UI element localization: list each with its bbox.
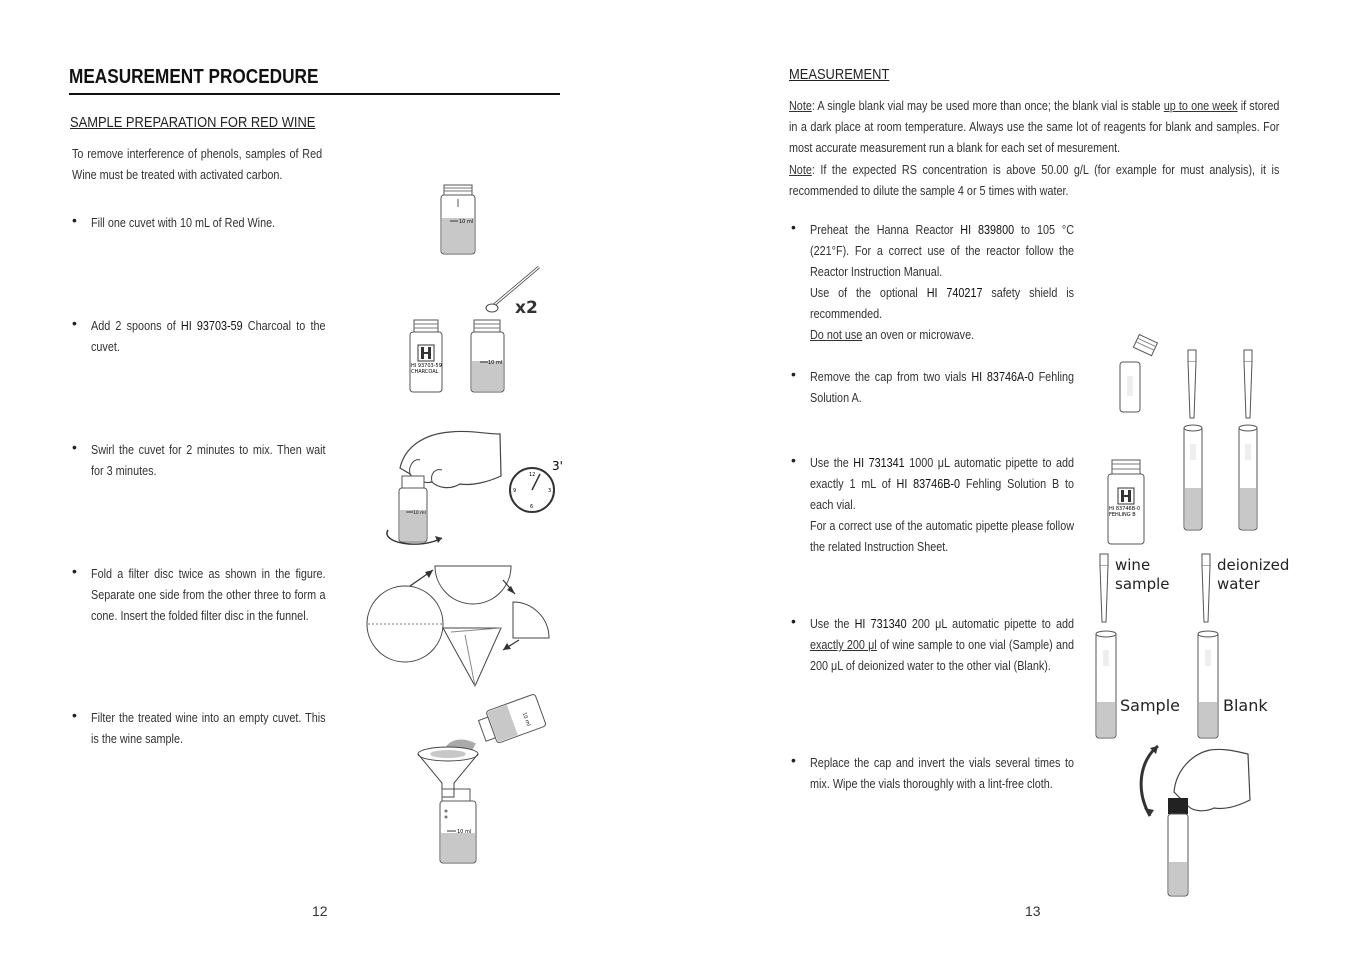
bullet-dot: • bbox=[791, 452, 796, 468]
label-sample: Sample bbox=[1120, 696, 1180, 715]
svg-text:6: 6 bbox=[530, 504, 534, 510]
section-heading-measurement: MEASUREMENT bbox=[789, 66, 890, 83]
page-number-left: 12 bbox=[312, 903, 328, 919]
svg-text:10 ml: 10 ml bbox=[413, 511, 426, 516]
note-blank-vial: Note: A single blank vial may be used more than once; the blank vial is stable up to one week if stored in a dark place at room temperature. Always use the same lot of reagents for blank and samples. For most accurate measurement run a blank for each set of mesurement. bbox=[789, 98, 1280, 155]
step-text: Preheat the Hanna Reactor HI 839800 to 105 °C (221°F). For a correct use of the reactor follow the Reactor Instruction Manual. Use of the optional HI 740217 safety shield is recommended. Do not use an oven or microwave. bbox=[810, 222, 1075, 342]
svg-text:3': 3' bbox=[552, 459, 563, 473]
svg-text:HI 83746B-0: HI 83746B-0 bbox=[1109, 506, 1141, 512]
intro-paragraph: To remove interference of phenols, samples of Red Wine must be treated with activated carbon. bbox=[72, 146, 323, 182]
title-rule bbox=[69, 93, 560, 95]
svg-text:HI 93703-59: HI 93703-59 bbox=[411, 363, 442, 369]
page-title: MEASUREMENT PROCEDURE bbox=[69, 66, 319, 88]
pipette-fehling-b-illustration bbox=[1180, 348, 1260, 533]
step-text: Fill one cuvet with 10 mL of Red Wine. bbox=[91, 215, 276, 230]
page-number-right: 13 bbox=[1025, 903, 1041, 919]
vial-cap-removed-illustration bbox=[1115, 336, 1165, 416]
bullet-dot: • bbox=[791, 752, 796, 768]
svg-text:9: 9 bbox=[513, 488, 517, 494]
step-text: Add 2 spoons of HI 93703-59 Charcoal to the cuvet. bbox=[91, 318, 326, 354]
bullet-dot: • bbox=[72, 563, 77, 579]
charcoal-spoon-illustration bbox=[408, 265, 543, 395]
step-text: Use the HI 731340 200 μL automatic pipette to add exactly 200 μl of wine sample to one vial (Sample) and 200 μL of deionized water to the other vial (Blank). bbox=[810, 616, 1075, 673]
note-dilution: Note: If the expected RS concentration is above 50.00 g/L (for example for must analysis), it is recommended to dilute the sample 4 or 5 times with water. bbox=[789, 162, 1280, 198]
label-blank: Blank bbox=[1223, 696, 1268, 715]
funnel-filtering-illustration bbox=[412, 697, 542, 865]
step-text: Filter the treated wine into an empty cuvet. This is the wine sample. bbox=[91, 710, 326, 746]
svg-text:12: 12 bbox=[529, 472, 536, 478]
swirl-and-timer-illustration bbox=[380, 428, 565, 553]
svg-text:10 ml: 10 ml bbox=[457, 829, 472, 835]
svg-text:x2: x2 bbox=[515, 298, 538, 318]
bullet-dot: • bbox=[72, 212, 77, 228]
bullet-dot: • bbox=[72, 315, 77, 331]
section-heading-red-wine: SAMPLE PREPARATION FOR RED WINE bbox=[70, 114, 316, 131]
invert-vial-illustration bbox=[1130, 740, 1255, 900]
filter-folding-illustration bbox=[365, 560, 555, 690]
step-text: Replace the cap and invert the vials several times to mix. Wipe the vials thoroughly with a lint-free cloth. bbox=[810, 755, 1075, 791]
cuvet-with-wine-illustration bbox=[440, 185, 476, 255]
bullet-dot: • bbox=[791, 613, 796, 629]
bullet-dot: • bbox=[791, 366, 796, 382]
svg-text:10 ml: 10 ml bbox=[459, 219, 474, 225]
step-text: Swirl the cuvet for 2 minutes to mix. Then wait for 3 minutes. bbox=[91, 442, 326, 478]
label-wine-sample: wine sample bbox=[1115, 556, 1170, 593]
label-deionized-water: deionized water bbox=[1217, 556, 1290, 593]
svg-text:3: 3 bbox=[548, 488, 552, 494]
svg-text:10 ml: 10 ml bbox=[520, 711, 532, 728]
svg-text:10 ml: 10 ml bbox=[488, 360, 503, 366]
svg-text:CHARCOAL: CHARCOAL bbox=[411, 369, 439, 375]
step-text: Fold a filter disc twice as shown in the figure. Separate one side from the other three to form a cone. Insert the folded filter disc in the funnel. bbox=[91, 566, 326, 623]
bullet-dot: • bbox=[791, 219, 796, 235]
step-text: Remove the cap from two vials HI 83746A-0 Fehling Solution A. bbox=[810, 369, 1075, 405]
svg-text:FEHLING B: FEHLING B bbox=[1109, 512, 1136, 518]
bullet-dot: • bbox=[72, 707, 77, 723]
step-text: Use the HI 731341 1000 μL automatic pipette to add exactly 1 mL of HI 83746B-0 Fehling Solution B to each vial. For a correct use of the automatic pipette please follow the related Instruction Sheet. bbox=[810, 455, 1075, 554]
bullet-dot: • bbox=[72, 439, 77, 455]
fehling-b-bottle-illustration bbox=[1106, 460, 1146, 546]
